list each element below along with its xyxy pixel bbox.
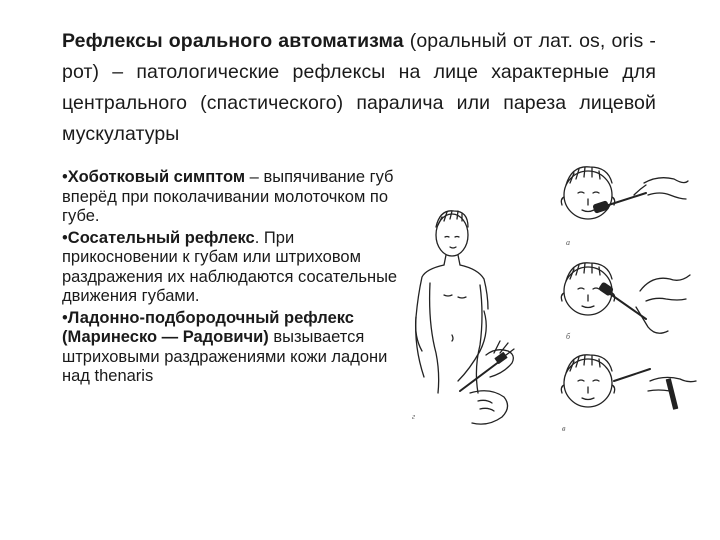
reflex-illustration — [400, 155, 700, 445]
standing-child-figure — [416, 211, 514, 424]
reflex-description: . При прикосновении к губам или штриховом раздражения их наблюдаются сосательные движения губами. — [62, 228, 398, 305]
figure-label-a: а — [566, 238, 570, 247]
reflex-description: – выпячивание губ вперёд при поколачивании молоточком по губе. — [62, 168, 394, 225]
intro-definition: (оральный от лат. os, oris - рот) – патологические рефлексы на лице характерные для центрального (спастического) паралича или пареза лицевой мускулатуры — [62, 30, 656, 145]
child-head-3 — [561, 355, 696, 409]
child-head-2 — [561, 263, 690, 333]
figure-label-c: в — [562, 424, 566, 433]
reflex-list — [62, 168, 408, 389]
bullet: • — [62, 168, 68, 186]
intro-term: Рефлексы орального автоматизма — [62, 30, 404, 52]
reflex-name: Хоботковый симптом — [67, 168, 246, 186]
figure-label-d: г — [412, 412, 416, 421]
reflex-item-palmomental — [62, 309, 408, 387]
reflex-description: вызывается штриховыми раздражениями кожи ладони над thenaris — [62, 328, 388, 385]
child-head-1 — [561, 167, 688, 219]
figure-label-b: б — [566, 332, 571, 341]
bullet: • — [62, 228, 68, 247]
reflex-item-proboscis — [62, 168, 408, 227]
reflex-item-sucking — [62, 229, 408, 307]
reflex-name: Сосательный рефлекс — [67, 228, 255, 247]
illustration-svg — [400, 155, 700, 445]
reflex-name: Ладонно-подбородочный рефлекс (Маринеско — Радовичи) — [62, 308, 354, 346]
bullet: • — [62, 308, 68, 327]
intro-paragraph — [62, 26, 656, 150]
